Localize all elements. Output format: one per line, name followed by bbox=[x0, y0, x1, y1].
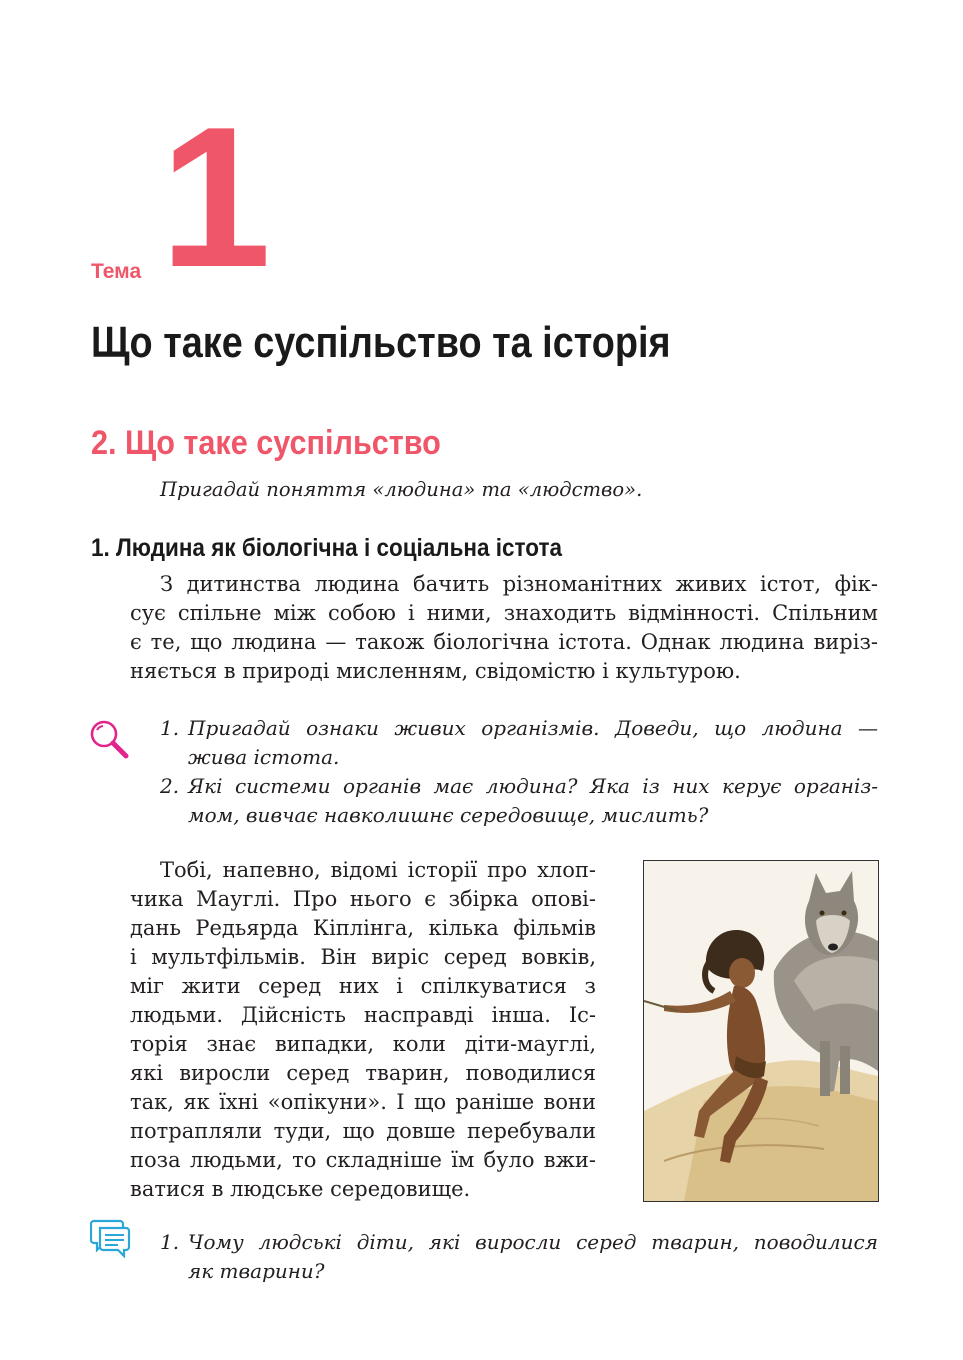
discussion-item bbox=[160, 1228, 878, 1257]
question-item bbox=[160, 714, 878, 743]
paragraph-line: ватися в людське середовище. bbox=[130, 1177, 471, 1201]
paragraph-line: няється в природі мисленням, свідомістю і культурою. bbox=[130, 659, 741, 683]
paragraph-line: дань Редьярда Кіплінга, кілька фільмів bbox=[130, 916, 596, 940]
question-line: жива істота. bbox=[188, 745, 340, 769]
paragraph-line: і мультфільмів. Він виріс серед вовків, bbox=[130, 945, 596, 969]
section-title: 2. Що таке суспільство bbox=[91, 424, 441, 462]
paragraph-line: людьми. Дійсність насправді інша. Іс- bbox=[130, 1003, 596, 1027]
chat-bubbles-icon bbox=[90, 1218, 132, 1258]
discussion-line: Чому людські діти, які виросли серед тварин, поводилися bbox=[188, 1230, 878, 1254]
mowgli-paragraph bbox=[130, 856, 596, 1204]
paragraph-line: так, як їхні «опікуни». І що раніше вони bbox=[130, 1090, 596, 1114]
paragraph-line: сує спільне між собою і ними, знаходить відмінності. Спільним bbox=[130, 601, 878, 625]
paragraph-line: міг жити серед них і спілкуватися з bbox=[130, 974, 596, 998]
paragraph-line: Тобі, напевно, відомі історії про хлоп- bbox=[160, 858, 596, 882]
discussion-line: як тварини? bbox=[188, 1259, 325, 1283]
theme-number: 1 bbox=[160, 86, 266, 309]
paragraph-line: є те, що людина — також біологічна істота. Однак людина виріз- bbox=[130, 630, 878, 654]
paragraph-line: які виросли серед тварин, поводилися bbox=[130, 1061, 596, 1085]
question-item bbox=[160, 772, 878, 801]
theme-label: Тема bbox=[91, 260, 142, 283]
question-line: Які системи органів має людина? Яка із них керує організ- bbox=[188, 774, 878, 798]
question-number: 2. bbox=[160, 774, 180, 798]
paragraph-line: потрапляли туди, що довше перебували bbox=[130, 1119, 596, 1143]
paragraph-line: торія знає випадки, коли діти-мауглі, bbox=[130, 1032, 596, 1056]
questions-list bbox=[160, 714, 878, 830]
paragraph-line: чика Мауглі. Про нього є збірка опові- bbox=[130, 887, 596, 911]
paragraph-line: З дитинства людина бачить різноманітних живих істот, фік- bbox=[160, 572, 878, 596]
question-line: Пригадай ознаки живих організмів. Доведи, що людина — bbox=[188, 716, 878, 740]
subsection-title: 1. Людина як біологічна і соціальна істота bbox=[91, 534, 562, 562]
section-intro: Пригадай поняття «людина» та «людство». bbox=[160, 478, 643, 501]
discussion-list bbox=[160, 1228, 878, 1286]
mowgli-illustration bbox=[643, 860, 879, 1202]
magnifier-icon bbox=[88, 718, 130, 760]
page-title: Що таке суспільство та історія bbox=[91, 318, 671, 367]
discussion-number: 1. bbox=[160, 1230, 180, 1254]
paragraph-line: поза людьми, то складніше їм було вжи- bbox=[130, 1148, 596, 1172]
question-number: 1. bbox=[160, 716, 180, 740]
subsection-paragraph bbox=[130, 570, 878, 686]
question-line: мом, вивчає навколишнє середовище, мислить? bbox=[188, 803, 709, 827]
